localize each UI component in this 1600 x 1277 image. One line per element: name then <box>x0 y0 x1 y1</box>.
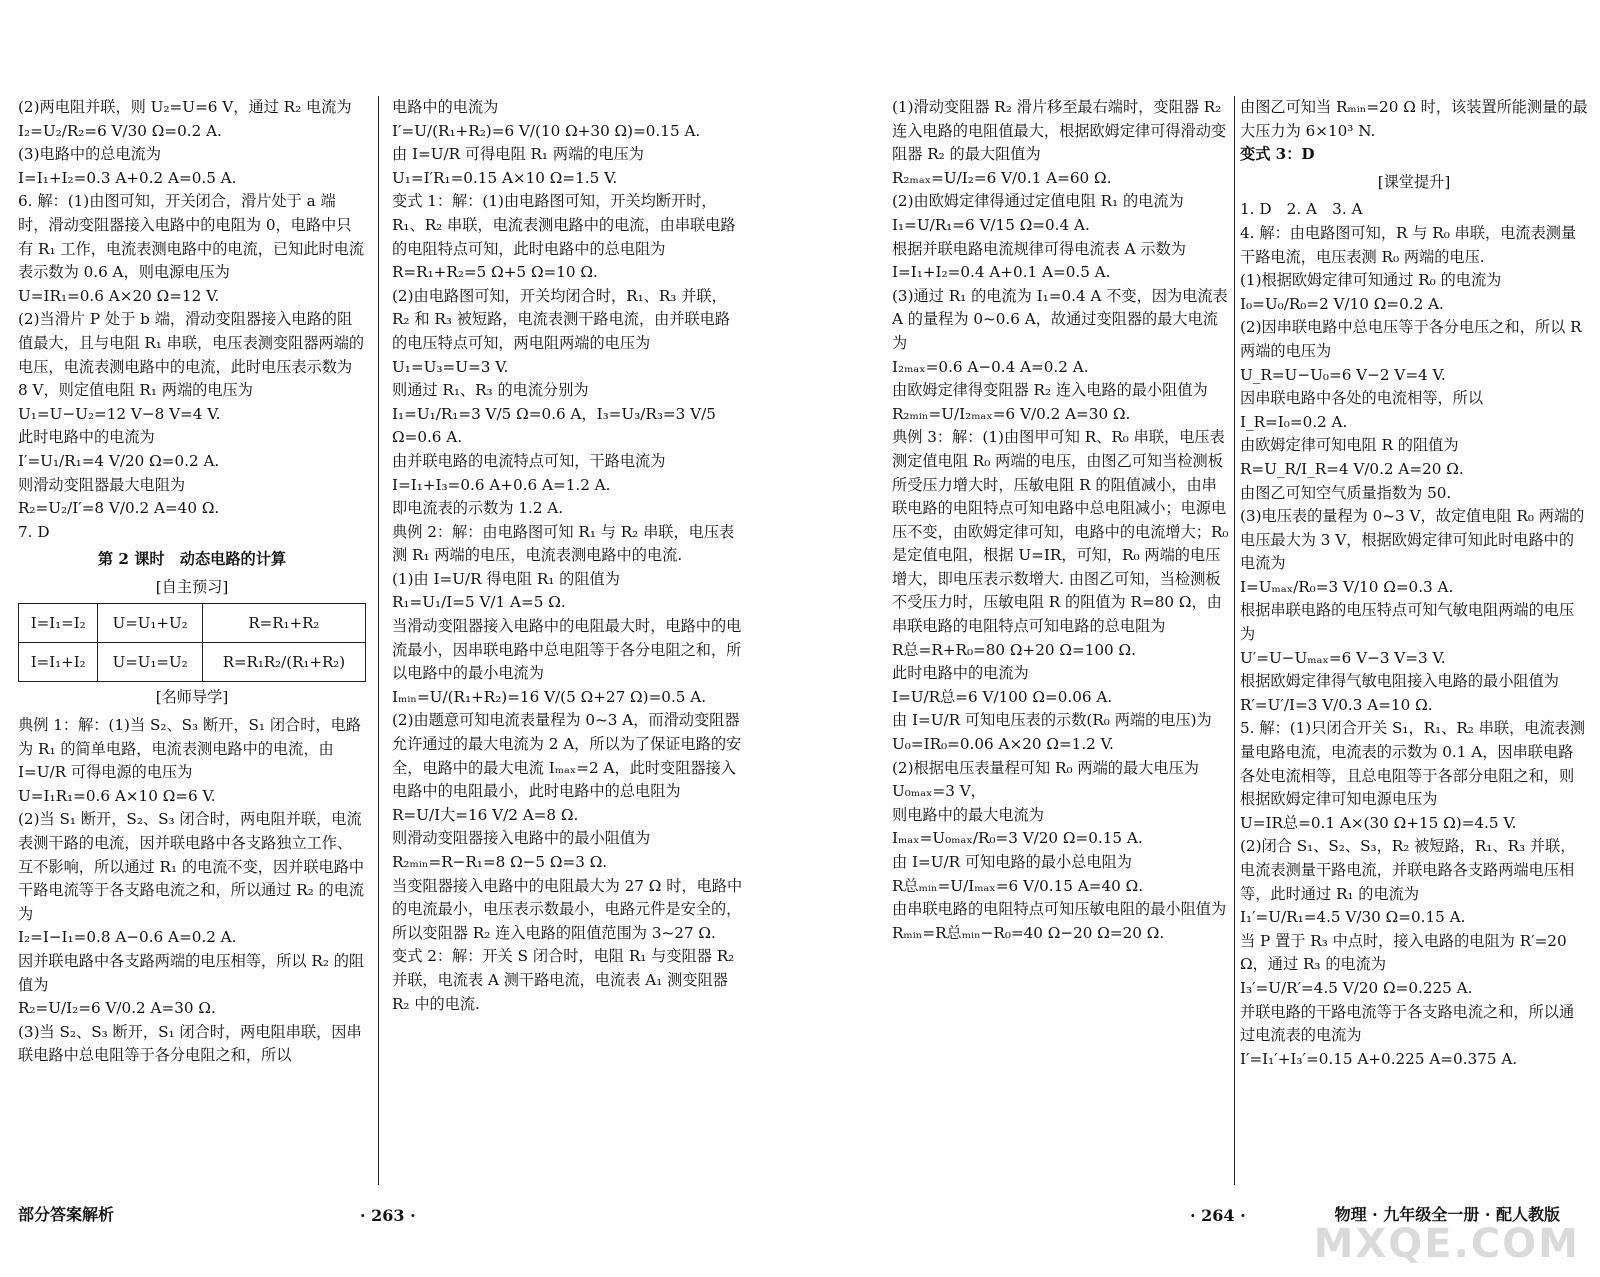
text-line: 由 I=U/R 可知电路的最小总电阻为 <box>892 853 1132 871</box>
table-cell: U=U₁+U₂ <box>98 604 202 643</box>
table-cell: R=R₁R₂/(R₁+R₂) <box>202 643 365 682</box>
text-line: 当滑动变阻器接入电路中的电阻最大时，电路中的电流最小，因串联电路中总电阻等于各分电阻之和，所以电路中的最小电流为 <box>392 617 742 683</box>
text-line: 则通过 R₁、R₃ 的电流分别为 <box>392 381 589 400</box>
column-2 <box>392 96 744 1185</box>
column-divider <box>378 96 379 1185</box>
table-cell: U=U₁=U₂ <box>98 643 202 682</box>
text-line: R总ₘᵢₙ=U/Iₘₐₓ=6 V/0.15 A=40 Ω. <box>892 876 1144 895</box>
text-line: I₀=U₀/R₀=2 V/10 Ω=0.2 A. <box>1240 294 1444 313</box>
text-line: 变式 3：D <box>1240 145 1315 164</box>
text-line: I₃′=U/R′=4.5 V/20 Ω=0.225 A. <box>1240 978 1473 997</box>
text-line: I₁=U₁/R₁=3 V/5 Ω=0.6 A，I₃=U₃/R₃=3 V/5 Ω=0.6 A. <box>392 404 721 447</box>
text-line: 变式 1：解：(1)由电路图可知，开关均断开时，R₁、R₂ 串联，电流表测电路中的电流，由串联电路的电阻特点可知，此时电路中的总电阻为 <box>392 192 736 258</box>
text-line: 此时电路中的电流为 <box>18 428 155 447</box>
text-line: R₁=U₁/I=5 V/1 A=5 Ω. <box>392 593 566 612</box>
text-line: I′=U/(R₁+R₂)=6 V/(10 Ω+30 Ω)=0.15 A. <box>392 121 701 140</box>
text-line: R=U_R/I_R=4 V/0.2 A=20 Ω. <box>1240 459 1464 478</box>
text-line: R₂ₘᵢₙ=U/I₂ₘₐₓ=6 V/0.2 A=30 Ω. <box>892 404 1131 423</box>
text-line: I=Uₘₐₓ/R₀=3 V/10 Ω=0.3 A. <box>1240 577 1454 596</box>
text-line: (3)通过 R₁ 的电流为 I₁=0.4 A 不变，因为电流表 A 的量程为 0~0.6 A，故通过变阻器的最大电流为 <box>892 286 1233 352</box>
text-line: 典例 2：解：由电路图可知 R₁ 与 R₂ 串联，电压表测 R₁ 两端的电压，电流表测电路中的电流. <box>392 522 735 565</box>
text-line: I=I₁+I₂=0.3 A+0.2 A=0.5 A. <box>18 168 237 187</box>
text-line: 1. D 2. A 3. A <box>1240 200 1363 219</box>
text-line: 电路中的电流为 <box>392 98 499 116</box>
text-line: (2)两电阻并联，则 U₂=U=6 V，通过 R₂ 电流为 <box>18 98 352 116</box>
text-line: U₁=U₃=U=3 V. <box>392 357 509 376</box>
text-line: I₁′=U/R₁=4.5 V/30 Ω=0.15 A. <box>1240 908 1466 927</box>
text-line: I=I₁+I₃=0.6 A+0.6 A=1.2 A. <box>392 475 611 494</box>
text-line: (2)根据电压表量程可知 R₀ 两端的最大电压为 U₀ₘₐₓ=3 V， <box>892 758 1204 801</box>
text-line: 变式 2：解：开关 S 闭合时，电阻 R₁ 与变阻器 R₂ 并联，电流表 A 测干路电流，电流表 A₁ 测变阻器 R₂ 中的电流. <box>392 947 740 1013</box>
text-line: (2)由欧姆定律得通过定值电阻 R₁ 的电流为 <box>892 192 1184 211</box>
lesson-title: 第 2 课时 动态电路的计算 <box>97 550 287 569</box>
text-line: 由 I=U/R 可知电压表的示数(R₀ 两端的电压)为 <box>892 711 1212 730</box>
text-line: U_R=U−U₀=6 V−2 V=4 V. <box>1240 365 1446 384</box>
text-line: (2)由电路图可知，开关均闭合时，R₁、R₃ 并联，R₂ 和 R₃ 被短路，电流表测干路电流，由并联电路的电压特点可知，两电阻两端的电压为 <box>392 286 731 352</box>
text-line: U′=U−Uₘₐₓ=6 V−3 V=3 V. <box>1240 648 1446 667</box>
text-line: U=IR₁=0.6 A×20 Ω=12 V. <box>18 286 220 305</box>
text-line: 由欧姆定律可知电阻 R 的阻值为 <box>1240 436 1459 455</box>
text-line: 则滑动变阻器最大电阻为 <box>18 475 186 494</box>
text-line: R₂ₘᵢₙ=R−R₁=8 Ω−5 Ω=3 Ω. <box>392 853 608 871</box>
text-line: R总=R+R₀=80 Ω+20 Ω=100 Ω. <box>892 640 1136 659</box>
text-line: I=U/R总=6 V/100 Ω=0.06 A. <box>892 687 1113 706</box>
text-line: U₁=I′R₁=0.15 A×10 Ω=1.5 V. <box>392 168 618 187</box>
column-4 <box>1240 96 1588 1185</box>
page-number: · 263 · <box>360 1206 416 1225</box>
text-line: R=R₁+R₂=5 Ω+5 Ω=10 Ω. <box>392 263 598 282</box>
text-line: 典例 1：解：(1)当 S₂、S₃ 断开，S₁ 闭合时，电路为 R₁ 的简单电路，电流表测电路中的电流，由 I=U/R 可得电源的电压为 <box>18 716 361 782</box>
right-page <box>800 0 1600 1277</box>
text-line: Rₘᵢₙ=R总ₘᵢₙ−R₀=40 Ω−20 Ω=20 Ω. <box>892 923 1165 942</box>
text-line: (2)当滑片 P 处于 b 端，滑动变阻器接入电路的阻值最大，且与电阻 R₁ 串联，电压表测变阻器两端的电压，电流表测电路中的电流，此时电压表示数为 8 V，则定值电阻 R₁ 两端的电压为 <box>18 310 365 400</box>
text-line: 根据串联电路的电压特点可知气敏电阻两端的电压为 <box>1240 601 1575 644</box>
text-line: 因并联电路中各支路两端的电压相等，所以 R₂ 的阻值为 <box>18 952 365 994</box>
text-line: 由 I=U/R 可得电阻 R₁ 两端的电压为 <box>392 145 644 164</box>
text-line: 则电路中的最大电流为 <box>892 805 1044 824</box>
text-line: U₁=U−U₂=12 V−8 V=4 V. <box>18 404 221 423</box>
text-line: 由并联电路的电流特点可知，干路电流为 <box>392 451 666 470</box>
text-line: 此时电路中的电流为 <box>892 664 1029 683</box>
text-line: (3)电压表的量程为 0~3 V，故定值电阻 R₀ 两端的电压最大为 3 V，根据欧姆定律可知此时电路中的电流为 <box>1240 507 1585 573</box>
text-line: R₂ₘₐₓ=U/I₂=6 V/0.1 A=60 Ω. <box>892 168 1112 187</box>
text-line: 5. 解：(1)只闭合开关 S₁，R₁、R₂ 串联，电流表测量电路电流，电流表的示数为 0.1 A，因串联电路各处电流相等，且总电阻等于各部分电阻之和，则根据欧姆定律可知电源电压为 <box>1240 719 1586 809</box>
text-line: 当变阻器接入电路中的电阻最大为 27 Ω 时，电路中的电流最小，电压表示数最小，电路元件是安全的，所以变阻器 R₂ 连入电路的阻值范围为 3~27 Ω. <box>392 876 743 942</box>
summary-table <box>18 603 366 682</box>
text-line: (2)由题意可知电流表量程为 0~3 A，而滑动变阻器允许通过的最大电流为 2 A，所以为了保证电路的安全，电路中的最大电流 Iₘₐₓ=2 A，此时变阻器接入电路中的电阻最小，此时电路中的总电阻为 <box>392 711 742 801</box>
table-row <box>19 604 366 643</box>
text-line: I₂=I−I₁=0.8 A−0.6 A=0.2 A. <box>18 928 237 947</box>
text-line: 当 P 置于 R₃ 中点时，接入电路的电阻为 R′=20 Ω，通过 R₃ 的电流为 <box>1240 931 1572 974</box>
text-line: U=I₁R₁=0.6 A×10 Ω=6 V. <box>18 786 216 805</box>
text-line: 由欧姆定律得变阻器 R₂ 连入电路的最小阻值为 <box>892 381 1208 400</box>
text-line: 根据欧姆定律得气敏电阻接入电路的最小阻值为 R′=U′/I=3 V/0.3 A=10 Ω. <box>1240 672 1564 714</box>
column-divider <box>1234 96 1235 1185</box>
text-line: 4. 解：由电路图可知，R 与 R₀ 串联，电流表测量干路电流，电压表测 R₀ 两端的电压. <box>1240 223 1577 266</box>
preview-heading: [自主预习] <box>155 577 229 596</box>
text-line: (2)当 S₁ 断开，S₂、S₃ 闭合时，两电阻并联，电流表测干路的电流，因并联电路中各支路独立工作、互不影响，所以通过 R₁ 的电流不变，因并联电路中干路电流等于各支路电流之和，所以通过 R₂ 的电流为 <box>18 810 365 923</box>
section-heading: [课堂提升] <box>1377 172 1451 191</box>
text-line: 由串联电路的电阻特点可知压敏电阻的最小阻值为 <box>892 900 1227 919</box>
table-cell: I=I₁+I₂ <box>19 643 98 682</box>
text-line: 即电流表的示数为 1.2 A. <box>392 499 564 518</box>
table-cell: I=I₁=I₂ <box>19 604 98 643</box>
text-line: I′=U₁/R₁=4 V/20 Ω=0.2 A. <box>18 451 220 470</box>
text-line: (3)电路中的总电流为 <box>18 145 162 164</box>
column-3 <box>892 96 1232 1185</box>
text-line: I_R=I₀=0.2 A. <box>1240 412 1348 431</box>
text-line: U₀=IR₀=0.06 A×20 Ω=1.2 V. <box>892 735 1114 754</box>
text-line: 因串联电路中各处的电流相等，所以 <box>1240 389 1483 408</box>
table-cell: R=R₁+R₂ <box>202 604 365 643</box>
footer-label: 部分答案解析 <box>18 1205 115 1224</box>
table-row <box>19 643 366 682</box>
text-line: (3)当 S₂、S₃ 断开，S₁ 闭合时，两电阻串联，因串联电路中总电阻等于各分电阻之和，所以 <box>18 1022 362 1065</box>
text-line: I₁=U/R₁=6 V/15 Ω=0.4 A. <box>892 215 1090 234</box>
text-line: (1)滑动变阻器 R₂ 滑片移至最右端时，变阻器 R₂ 连入电路的电阻值最大，根据欧姆定律可得滑动变阻器 R₂ 的最大阻值为 <box>892 98 1227 164</box>
text-line: R₂=U₂/I′=8 V/0.2 A=40 Ω. <box>18 499 220 518</box>
text-line: U=IR总=0.1 A×(30 Ω+15 Ω)=4.5 V. <box>1240 813 1517 832</box>
text-line: R=U/I大=16 V/2 A=8 Ω. <box>392 805 579 824</box>
text-line: 由图乙可知空气质量指数为 50. <box>1240 483 1452 502</box>
text-line: 则滑动变阻器接入电路中的最小阻值为 <box>392 829 651 848</box>
page-number: · 264 · <box>1190 1206 1246 1225</box>
text-line: (1)由 I=U/R 得电阻 R₁ 的阻值为 <box>392 569 620 588</box>
text-line: Iₘᵢₙ=U/(R₁+R₂)=16 V/(5 Ω+27 Ω)=0.5 A. <box>392 687 707 706</box>
text-line: 由图乙可知当 Rₘᵢₙ=20 Ω 时，该装置所能测量的最大压力为 6×10³ N. <box>1240 98 1588 140</box>
text-line: 6. 解：(1)由图可知，开关闭合，滑片处于 a 端时，滑动变阻器接入电路中的电阻为 0，电路中只有 R₁ 工作，电流表测电路中的电流，已知此时电流表示数为 0.6 A，则电源电压为 <box>18 192 365 282</box>
text-line: I₂=U₂/R₂=6 V/30 Ω=0.2 A. <box>18 121 222 140</box>
text-line: R₂=U/I₂=6 V/0.2 A=30 Ω. <box>18 999 216 1018</box>
text-line: 并联电路的干路电流等于各支路电流之和，所以通过电流表的电流为 <box>1240 1002 1575 1045</box>
text-line: 根据并联电路电流规律可得电流表 A 示数为 <box>892 239 1186 258</box>
column-1 <box>18 96 366 1185</box>
text-line: (2)因串联电路中总电压等于各分电压之和，所以 R 两端的电压为 <box>1240 318 1587 360</box>
guide-heading: [名师导学] <box>155 688 229 707</box>
text-line: Iₘₐₓ=U₀ₘₐₓ/R₀=3 V/20 Ω=0.15 A. <box>892 829 1143 848</box>
text-line: 典例 3：解：(1)由图甲可知 R、R₀ 串联，电压表测定值电阻 R₀ 两端的电压，由图乙可知当检测板所受压力增大时，压敏电阻 R 的阻值减小，由串联电路的电阻特点可知电路中总电阻减小；电源电压不变，由欧姆定律可知，电路中的电流增大；R₀ 是定值电阻，根据 U=IR，可知，R₀ 两端的电压增大，即电压表示数增大. 由图乙可知，当检测板不受压力时，压敏电阻 R 的阻值为 R=80 Ω，由串联电路的电阻特点可知电路的总电阻为 <box>892 428 1234 636</box>
watermark-logo: MXQE.COM <box>1313 1221 1580 1267</box>
text-line: I₂ₘₐₓ=0.6 A−0.4 A=0.2 A. <box>892 357 1089 376</box>
text-line: I=I₁+I₂=0.4 A+0.1 A=0.5 A. <box>892 263 1111 282</box>
footer-label: 物理 · 九年级全一册 · 配人教版 <box>1334 1205 1560 1224</box>
text-line: (1)根据欧姆定律可知通过 R₀ 的电流为 <box>1240 271 1502 290</box>
text-line: 7. D <box>18 522 50 541</box>
text-line: I′=I₁′+I₃′=0.15 A+0.225 A=0.375 A. <box>1240 1049 1518 1068</box>
text-line: (2)闭合 S₁、S₂、S₃，R₂ 被短路，R₁、R₃ 并联，电流表测量干路电流，并联电路各支路两端电压相等，此时通过 R₁ 的电流为 <box>1240 837 1576 903</box>
